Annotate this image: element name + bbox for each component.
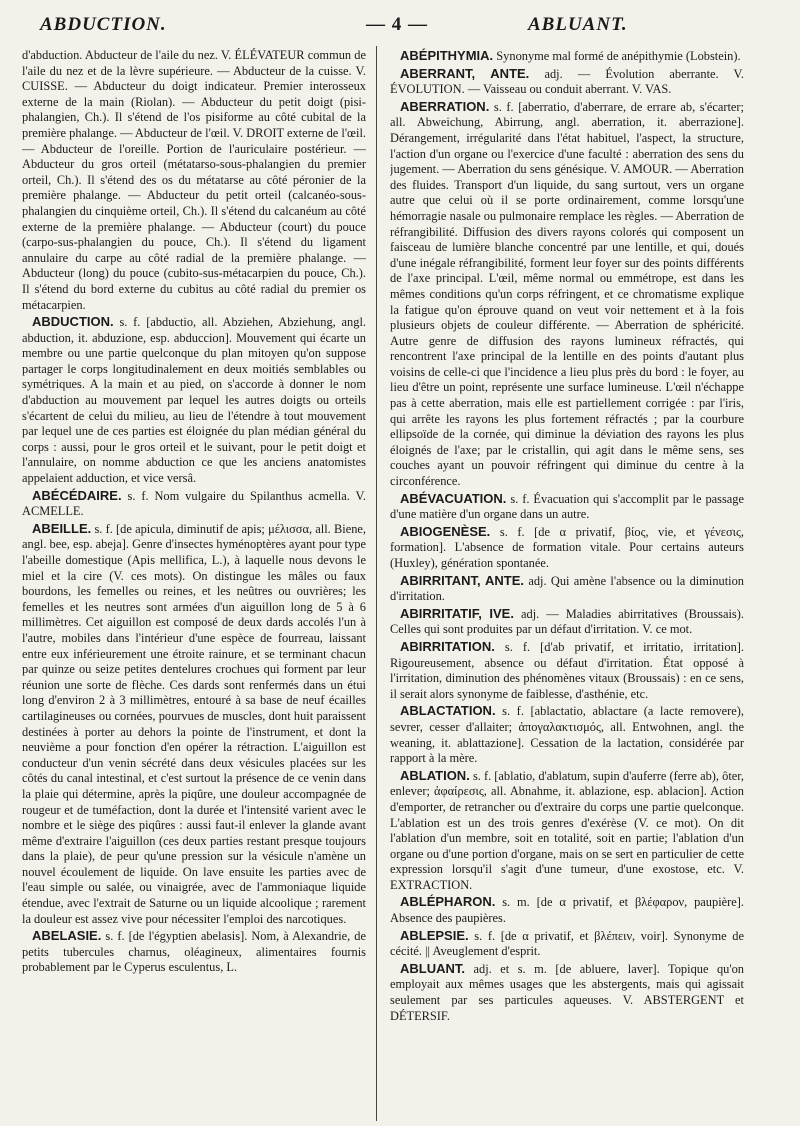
dictionary-entry bbox=[390, 99, 744, 490]
dictionary-entry bbox=[390, 66, 744, 98]
right-column bbox=[390, 48, 744, 1120]
header-left-word: ABDUCTION. bbox=[40, 14, 167, 35]
entry-text: s. f. [de l'égyptien abelasis]. Nom, à Alexandrie, de petits tubercules charnus, oléagineux, alimentaires fournis probablement par le Cyperus esculentus, L. bbox=[22, 929, 366, 975]
entry-headword: ABÉVACUATION. bbox=[400, 490, 507, 506]
dictionary-entry bbox=[22, 521, 366, 927]
column-divider bbox=[376, 46, 377, 1121]
entry-text: s. m. [de α privatif, et βλέφαρον, paupière]. Absence des paupières. bbox=[390, 895, 744, 926]
entry-headword: ABLATION. bbox=[400, 767, 470, 783]
entry-headword: ABÉPITHYMIA. bbox=[400, 48, 494, 63]
dictionary-entry bbox=[390, 606, 744, 638]
entry-text: Synonyme mal formé de anépithymie (Lobstein). bbox=[496, 49, 741, 63]
entry-text: adj. Qui amène l'absence ou la diminution d'irritation. bbox=[390, 573, 744, 604]
dictionary-entry bbox=[22, 928, 366, 976]
entry-text: s. f. [d'ab privatif, et irritatio, irritation]. Rigoureusement, absence ou défaut d'irritation. État opposé à l'irritation, diminution des phénomènes vitaux (Broussais) : en ce sens, il serait alors synonyme de faiblesse, d'asthénie, etc. bbox=[390, 639, 744, 701]
dictionary-entry bbox=[390, 573, 744, 605]
dictionary-entry bbox=[390, 491, 744, 523]
dictionary-entry bbox=[390, 928, 744, 960]
entry-text: s. f. [de α privatif, et βλέπειν, voir]. Synonyme de cécité. || Aveuglement d'esprit. bbox=[390, 928, 744, 959]
running-header bbox=[0, 12, 800, 48]
entry-text: adj. et s. m. [de abluere, laver]. Topique qu'on employait aux mêmes usages que les abstergents, mais qui agissait seulement par ses particules aqueuses. V. ABSTERGENT et DÉTERSIF. bbox=[390, 961, 744, 1023]
entry-headword: ABLUANT. bbox=[400, 960, 465, 976]
dictionary-entry bbox=[390, 894, 744, 926]
entry-headword: ABEILLE. bbox=[32, 520, 92, 536]
dictionary-entry bbox=[390, 961, 744, 1024]
entry-headword: ABERRATION. bbox=[400, 98, 490, 114]
entry-headword: ABLEPSIE. bbox=[400, 927, 469, 943]
entry-text: s. f. Évacuation qui s'accomplit par le passage d'une matière d'un organe dans un autre. bbox=[390, 491, 744, 522]
entry-text: s. f. [aberratio, d'aberrare, de errare ab, s'écarter; all. Abweichung, Abirrung, angl. aberration, it. aberrazione]. Dérangement, irrégularité dans l'état habituel, l'aspect, la structure, l'action d'un organe ou l'exercice d'une faculté : aberration des sens du jugement. — Aberration du sens génésique. V. AMOUR. — Aberration des fluides. Transport d'un liquide, du sang surtout, vers un organe autre que celui où il se porte ordinairement, comme lorsqu'une hémorragie nasale ou pulmonaire remplace les règles. — Aberration de réfrangibilité. Diffusion des divers rayons colorés qui composent un faisceau de lumière blanche concentré par une lentille, et qui, doués d'une inégale réfrangibilité, forment leur foyer sur des points différents de l'axe principal. L'œil, même normal ou emmétrope, est dans les mêmes conditions qu'un corps réfringent, et ce chromatisme explique la fatigue qu'on éprouve quand on veut voir nettement et à la fois plusieurs objets de couleur différente. — Aberration de sphéricité. Autre genre de diffusion des rayons lumineux réfractés, qui rencontrent l'axe principal de la lentille en des points d'autant plus voisins de celle-ci que l'incidence a lieu plus près du bord : le foyer, au lieu d'être un point, représente une surface lumineuse. L'œil n'échappe pas à cette aberration, mais elle est partiellement corrigée : par l'iris, qui arrête les rayons les plus fortement réfractés ; par la courbure ellipsoïde de la cornée, qui diminue la déviation des rayons les plus éloignés de l'axe; par le cristallin, qui agit dans le même sens, ses couches ayant un pouvoir réfringent qui diminue du centre à la circonférence. bbox=[390, 99, 744, 489]
entry-text: s. f. [de apicula, diminutif de apis; μέλισσα, all. Biene, angl. bee, esp. abeja]. Genre d'insectes hyménoptères ayant pour type l'abeille domestique (Apis mellifica, L.), à laquelle nous devons le miel et la cire (V. ces mots). On distingue les mâles ou faux bourdons, les femelles ou reines, et les neûtres ou ouvrières; les femelles et les neutres sont armées d'un aiguillon long de 5 à 6 millimètres. Cet aiguillon est composé de deux dards accolés l'un à l'autre, mobiles dans l'intérieur d'une espèce de fourreau, laissant entre eux inférieurement une étroite rainure, et se terminant chacun par quinze ou seize petites dentelures crochues qui forment par leur réunion une sorte de flèche. Ces dards sont renfermés dans un étui long d'environ 2 à 3 millimètres, entouré à sa base de neuf écailles cartilagineuses ou cornées, pourvues de muscles, dont huit paraissent destinées à porter au dehors la pointe de l'instrument, et dont la neuvième a pour fonction d'en opérer la rétraction. L'aiguillon est conducteur d'un venin sécrété dans deux vésicules placées sur les côtés du canal intestinal, et c'est surtout la présence de ce venin dans la plaie qui détermine, après la piqûre, une douleur accompagnée de rougeur et de tuméfaction, dont la durée et l'intensité varient avec le nombre et le siège des piqûres : aussi faut-il enlever la glande avant même d'extraire l'aiguillon (ces deux parties restant presque toujours dans la plaie), de peur qu'une pression sur la vésicule n'amène un nouvel écoulement de liquide. On lave ensuite les parties avec de l'eau simple ou salée, ou vinaigrée, avec de l'ammoniaque liquide étendue, avec l'extrait de Saturne ou un liquide alcoolique ; rarement la douleur est assez vive pour nécessiter l'emploi des narcotiques. bbox=[22, 521, 366, 926]
dictionary-entry bbox=[390, 703, 744, 766]
entry-headword: ABLÉPHARON. bbox=[400, 894, 496, 910]
entry-headword: ABIRRITATION. bbox=[400, 638, 495, 654]
dictionary-entry bbox=[22, 314, 366, 487]
entry-text: s. f. [ablatio, d'ablatum, supin d'auferre (ferre ab), ôter, enlever; ἀφαίρεσις, all. Abnahme, it. ablazione, esp. ablacion]. Action d'emporter, de retrancher ou d'extraire du corps une partie quelconque. L'ablation est un des trois genres d'exérèse (V. ce mot). On dit l'ablation d'un membre, soit en totalité, soit en partie; l'ablation d'un organe ou d'une portion d'organe, mais on se sert en particulier de cette expression lorsqu'il s'agit d'une tumeur, d'une exostose, etc. V. EXTRACTION. bbox=[390, 768, 744, 892]
entry-headword: ABLACTATION. bbox=[400, 703, 496, 719]
entry-headword: ABIRRITATIF, IVE. bbox=[400, 605, 514, 621]
dictionary-entry bbox=[22, 488, 366, 520]
dictionary-entry bbox=[390, 48, 744, 65]
dictionary-entry bbox=[22, 48, 366, 313]
page-number: — 4 — bbox=[366, 14, 428, 35]
dictionary-entry bbox=[390, 524, 744, 572]
entry-text: s. f. [de α privatif, βίος, vie, et γένεσις, formation]. L'absence de formation vitale. Pour certains auteurs (Huxley), génération spontanée. bbox=[390, 524, 744, 570]
entry-text: s. f. Nom vulgaire du Spilanthus acmella. V. ACMELLE. bbox=[22, 488, 366, 519]
entry-text: adj. — Évolution aberrante. V. ÉVOLUTION. — Vaisseau ou conduit aberrant. V. VAS. bbox=[390, 66, 744, 97]
entry-text: s. f. [ablactatio, ablactare (a lacte removere), sevrer, cesser d'allaiter; ἀπογαλακτισμός, all. Entwohnen, angl. the weaning, it. ablattazione]. Cessation de la lactation, considérée par rapport à la mère. bbox=[390, 704, 744, 766]
entry-text: adj. — Maladies abirritatives (Broussais). Celles qui sont produites par un défaut d'irritation. V. ce mot. bbox=[390, 606, 744, 637]
header-right-word: ABLUANT. bbox=[528, 14, 628, 35]
entry-headword: ABÉCÉDAIRE. bbox=[32, 487, 122, 503]
entry-text: s. f. [abductio, all. Abziehen, Abziehung, angl. abduction, it. abduzione, esp. abduccion]. Mouvement qui écarte un membre ou une partie quelconque du plan mitoyen qu'on suppose partager le corps longitudinalement en deux moitiés semblables ou symétriques. A la main et au pied, on s'accorde à donner le nom d'abduction au mouvement par lequel les autres doigts ou orteils s'écartent de celui du milieu, au lieu de l'étendre à tout mouvement par lequel une de ces parties est éloignée du plan médian général du corps : aussi, pour le gros orteil et le suivant, pour le petit doigt et l'annulaire, on nomme abduction ce que les anciens anatomistes appelaient adduction, et vice versâ. bbox=[22, 315, 366, 486]
entry-headword: ABIRRITANT, ANTE. bbox=[400, 572, 524, 588]
dictionary-entry bbox=[390, 639, 744, 702]
entry-headword: ABELASIE. bbox=[32, 928, 102, 944]
entry-headword: ABERRANT, ANTE. bbox=[400, 65, 530, 81]
dictionary-entry bbox=[390, 768, 744, 894]
entry-headword: ABIOGENÈSE. bbox=[400, 523, 491, 539]
entry-text: d'abduction. Abducteur de l'aile du nez. V. ÉLÉVATEUR commun de l'aile du nez et de la lèvre supérieure. — Abducteur de la cuisse. V. CUISSE. — Abducteur du doigt indicateur. Premier interosseux externe de la main (Riolan). — Abducteur du petit doigt (pisi-phalangien, Ch.). Il s'étend de l'os pisiforme au côté cubital de la première phalange. — Abducteur de l'œil. V. DROIT externe de l'œil. — Abducteur de l'oreille. Portion de l'auriculaire postérieur. — Abducteur du gros orteil (métatarso-sous-phalangien du premier orteil, Ch.). Il s'étend des os du métatarse au côté péronier de la première phalange. — Abducteur du petit orteil (calcanéo-sous-phalangien du cinquième orteil, Ch.). Il s'étend du calcanéum au côté externe de la première phalange. — Abducteur (court) du pouce (carpo-sus-phalangien du pouce, Ch.). Il s'étend du ligament annulaire du carpe au côté radial de la première phalange. — Abducteur (long) du pouce (cubito-sus-métacarpien du pouce, Ch.). Il s'étend du bord externe du cubitus au côté radial du premier os métacarpien. bbox=[22, 48, 366, 312]
left-column bbox=[22, 48, 366, 1120]
entry-headword: ABDUCTION. bbox=[32, 314, 114, 330]
